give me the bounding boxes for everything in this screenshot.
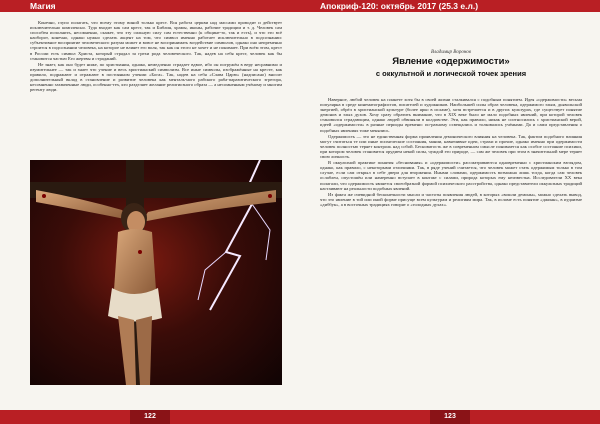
issue-title: Апокриф-120: октябрь 2017 (25.3 е.л.) xyxy=(320,1,479,11)
article-title: Явление «одержимости» xyxy=(392,56,510,67)
right-paragraph: Из факта же очевидной бесконечности мысли и частоты появления людей, в которых «вошли демоны», можно сделать вывод, что это явление в той или иной форме присуще всем культурам и религиям мира. Так, в исламе есть понятие «джинн», в иудаизме «диббук», а в восточных традициях говорят о «голодных духах». xyxy=(320,191,582,207)
right-footer xyxy=(300,410,600,424)
right-paragraph: Одержимость — это не единственная форма проявления демонического влияния на человека. Так, фактом подобного влияния могут считаться те или иные психические состояния, мании, навязчивые идеи, страхи и прочие, однако именно при одержимости человек полностью теряет контроль над собой. Бесноватость же в современном смысле понимается как особое состояние психики, при котором человек становится орудием некой силы, чуждой его природе, — сам же человек при этом в значительной мере теряет свою личность. xyxy=(320,133,582,160)
page-number: 122 xyxy=(130,410,170,424)
left-paragraph: Не знает, как оно будет ниже, по христианин, однако, немедленно страдает вдвое, ибо он погружён в веру несравнимо и изумительнее — так и знает что учение и весь христианский символизм. Все иные символы, изображённые на кресте, как правило, подражают и отражают в постоянном учении «Бога». Так, надев на себя «Слава Царю» (надписано) вносит дополнительный вклад в становление и развитие человека как менталь-ного рабского раба-паразитического эгрегора, несомненно захваченные люди, особенно-тех, кто разделяет желание религиозного образа — а несомненным учёному и многим регенту люди. xyxy=(30,61,282,93)
page-number: 123 xyxy=(430,410,470,424)
right-paragraph: В оккультной практике понятия «беснования» и «одержимости» рассматриваются одновременно с христианским взглядом, однако, как правило, с некоторыми отличиями. Так, в ряде учений считается, что человек может стать одержимым только в том случае, если сам открыл в себе двери для вторжения. Иными словами, одержимость возможна лишь тогда, когда сам человек ослаблен, опустошён или намеренно вступает в контакт с силами, природа которых ему неизвестна. Исследователи ХХ века полагали, что одержимость является своеобразной формой психического расстройства, однако представители оккультных традиций настаивают на реальности подобных явлений. xyxy=(320,160,582,191)
crucifix-photo xyxy=(30,160,282,385)
right-page xyxy=(300,0,600,424)
article-author: Владимир Воронов xyxy=(431,50,471,55)
article-subtitle: с оккультной и логической точек зрения xyxy=(375,69,527,78)
crucifix-image-icon xyxy=(30,160,282,385)
left-body-text xyxy=(30,20,282,93)
left-paragraph: Конечно, глупо полагать, что всему этому виной только крест. Вся работа церкви над массами проводит и действует исключительно комплексно. Туда входит как сам крест, так и Библия, храмы, иконы, рабочие традиции и т. д. Человек сам способен исполнить, несомненно, скажет, что эту сильную силу сам естественно (к общине-то, так и есть), и что это всё наоборот, конечно, однако нужно сделать акцент на том, что символ именно работает исключительно в подсознании: субъективное восприятие человеческого разума может и вовсе не воспринимать воздействие символов, однако оно непременно строится в подсознании человека, на которое не влияет его воля, так как он этого не хочет и не понимает. При всём этом, крест в России есть символ Христа, который страдал за грехи рода человеческого. Так, надев на себя крест, человек как бы становится частью Его жертвы и страданий. xyxy=(30,20,282,61)
left-footer xyxy=(0,410,300,424)
section-title: Магия xyxy=(30,1,56,11)
right-paragraph: Наверное, любой человек на планете хотя бы в своей жизни сталкивался с подобным понятием. Идея «одержимости» весьма популярна в среде кинематографистов, писателей и художников. Наибольшей силы образ человека, одержимого злым, дьявольской энергией, обрёл в христианской культуре (более ярко в исламе), хотя встречается и в других культурах, где существует понятие демонов и злых духов. Хочу сразу обратить внимание, что в XIX веке было не мало подобных явлений, при которой человек становился страдающим, однако людей обвиняли в колдовстве. Эти, как правило, никак не соотносились с христианской верой, идеей «одержимости» в разные периоды времени: по-разному освещались и толковались учёными. Да и сами представления о подобных явлениях тоже менялись. xyxy=(320,97,582,133)
right-header xyxy=(300,0,600,12)
right-body-text xyxy=(320,97,582,208)
left-header xyxy=(0,0,300,12)
